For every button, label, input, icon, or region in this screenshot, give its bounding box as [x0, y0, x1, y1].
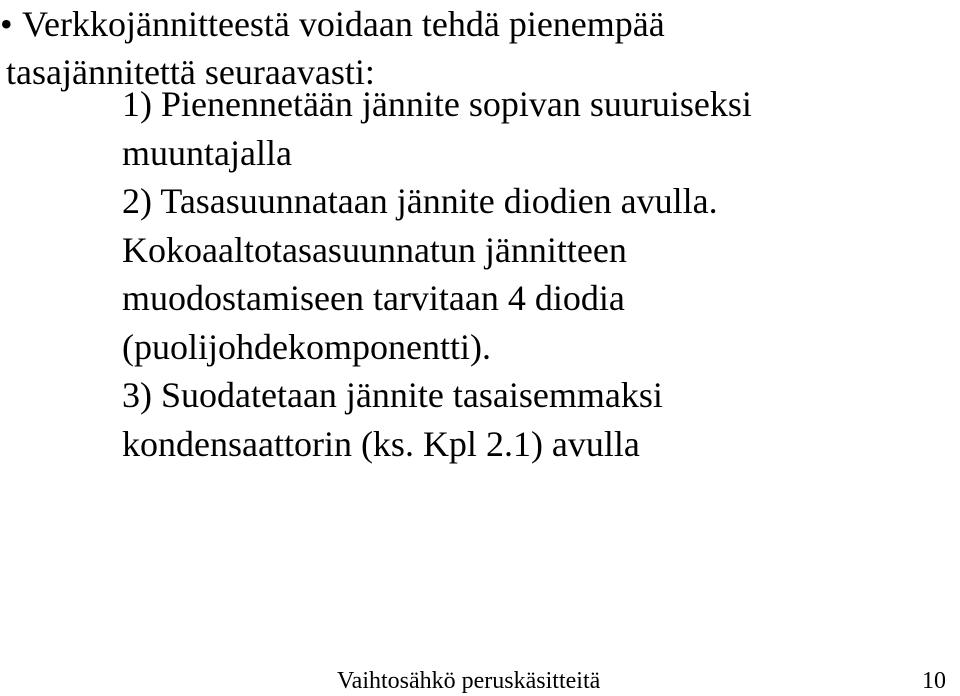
bullet-dot-icon: • [0, 4, 13, 44]
step-2-line-1: 2) Tasasuunnataan jännite diodien avulla. [122, 181, 718, 221]
bullet-text-1: Verkkojännitteestä voidaan tehdä pienempää [22, 4, 665, 44]
bullet-line-2: tasajännitettä seuraavasti: [6, 52, 375, 92]
step-2-line-2: Kokoaaltotasasuunnatun jännitteen [122, 229, 627, 270]
step-3-line-1: 3) Suodatetaan jännite tasaisemmaksi [122, 375, 663, 415]
bullet-line-1 [0, 0, 946, 48]
footer-title: Vaihtosähkö peruskäsitteitä [337, 668, 601, 694]
step-2-line-3: muodostamiseen tarvitaan 4 diodia [122, 278, 625, 318]
page-number: 10 [922, 668, 946, 694]
step-1-line-1: 1) Pienennetään jännite sopivan suuruiseksi [122, 84, 752, 124]
steps-list [122, 80, 942, 468]
step-1-line-2: muuntajalla [122, 132, 292, 173]
step-3-line-2: kondensaattorin (ks. Kpl 2.1) avulla [122, 423, 640, 464]
step-2-line-4: (puolijohdekomponentti). [122, 326, 491, 367]
